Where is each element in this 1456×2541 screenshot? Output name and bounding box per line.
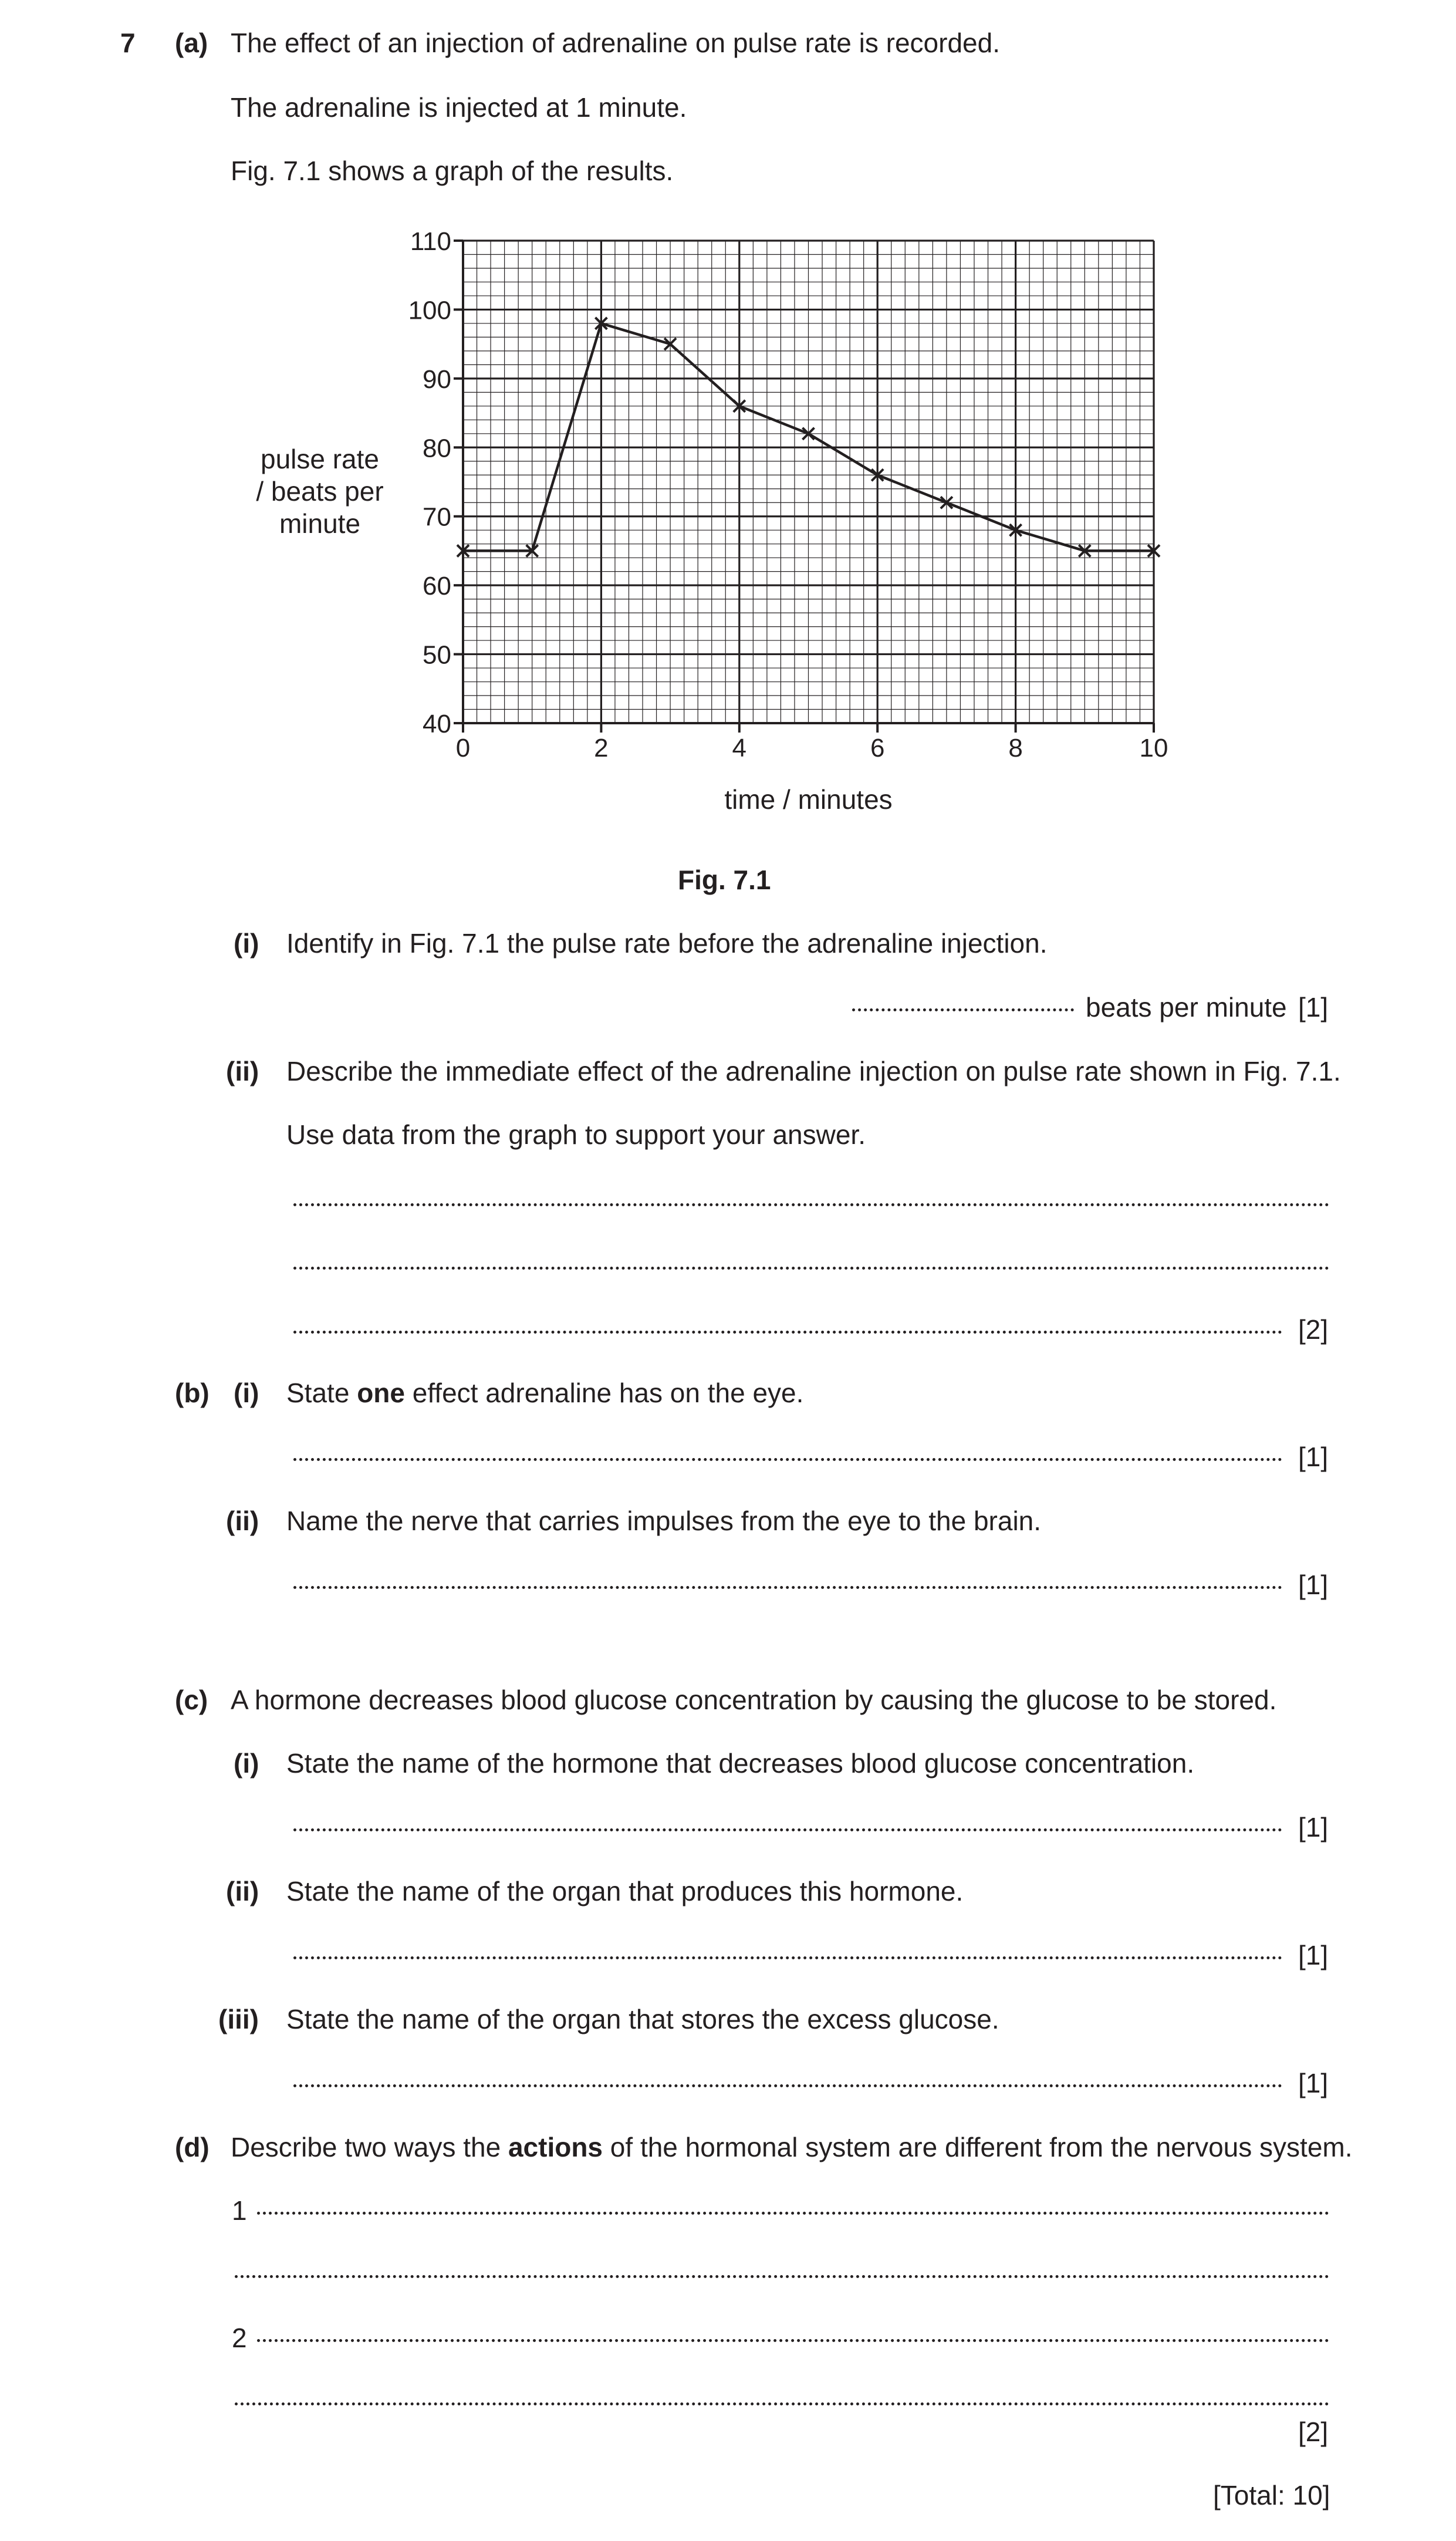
answer-line-b-ii[interactable]	[293, 1586, 1282, 1589]
x-tick-label: 10	[1139, 734, 1168, 762]
pulse-rate-chart	[0, 0, 1456, 833]
part-b-i-text: State one effect adrenaline has on the eye.	[286, 1378, 804, 1408]
x-tick-label: 8	[1008, 734, 1023, 762]
part-c-ii-text: State the name of the organ that produces this hormone.	[286, 1876, 964, 1906]
part-a-i-label: (i)	[234, 928, 259, 959]
part-c-ii-label: (ii)	[226, 1876, 259, 1906]
question-number: 7	[120, 28, 136, 58]
y-tick-label: 70	[423, 502, 451, 532]
part-a-i-unit: beats per minute	[1086, 992, 1287, 1023]
y-axis-label: pulse rate	[260, 444, 380, 474]
answer-line-d-1b[interactable]	[235, 2275, 1329, 2278]
answer-line-a-ii-3[interactable]	[293, 1331, 1282, 1334]
part-d-label: (d)	[175, 2132, 210, 2162]
part-a-ii-marks: [2]	[1298, 1314, 1329, 1345]
answer-line-c-iii[interactable]	[293, 2084, 1282, 2087]
y-tick-label: 110	[410, 227, 451, 256]
x-axis-label: time / minutes	[724, 784, 893, 815]
figure-caption: Fig. 7.1	[678, 865, 771, 895]
answer-line-d-2a[interactable]	[257, 2339, 1329, 2342]
part-d-line-1-label: 1	[232, 2195, 247, 2226]
y-tick-label: 80	[423, 434, 451, 463]
part-b-i-label: (i)	[234, 1378, 259, 1408]
part-a-ii-text: Describe the immediate effect of the adrenaline injection on pulse rate shown in Fig. 7.1.	[286, 1056, 1341, 1086]
x-tick-label: 2	[594, 734, 609, 762]
x-tick-label: 0	[455, 734, 471, 762]
part-a-label: (a)	[175, 28, 208, 58]
part-c-i-marks: [1]	[1298, 1812, 1329, 1843]
answer-line-a-ii-2[interactable]	[293, 1267, 1329, 1270]
y-tick-label: 100	[408, 296, 451, 325]
part-d-text: Describe two ways the actions of the hormonal system are different from the nervous system.	[231, 2132, 1353, 2162]
part-a-i-text: Identify in Fig. 7.1 the pulse rate before the adrenaline injection.	[286, 928, 1048, 959]
answer-line-a-i[interactable]	[852, 1008, 1074, 1011]
total-marks: [Total: 10]	[1213, 2480, 1330, 2510]
part-a-intro-2: The adrenaline is injected at 1 minute.	[231, 92, 687, 123]
part-a-i-marks: [1]	[1298, 992, 1329, 1023]
part-b-ii-marks: [1]	[1298, 1570, 1329, 1600]
answer-line-c-i[interactable]	[293, 1828, 1282, 1831]
part-b-i-marks: [1]	[1298, 1442, 1329, 1472]
answer-line-d-2b[interactable]	[235, 2402, 1329, 2405]
x-tick-label: 6	[870, 734, 885, 762]
part-a-ii-label: (ii)	[226, 1056, 259, 1086]
y-tick-label: 90	[423, 365, 451, 394]
part-b-label: (b)	[175, 1378, 210, 1408]
y-axis-label: minute	[279, 508, 361, 539]
answer-line-c-ii[interactable]	[293, 1956, 1282, 1959]
part-a-ii-text-2: Use data from the graph to support your answer.	[286, 1119, 866, 1150]
x-tick-label: 4	[732, 734, 747, 762]
part-c-iii-text: State the name of the organ that stores the excess glucose.	[286, 2004, 999, 2034]
part-c-label: (c)	[175, 1685, 208, 1715]
chart-ticks	[408, 227, 1168, 762]
y-tick-label: 60	[423, 572, 451, 601]
part-c-i-label: (i)	[234, 1748, 259, 1779]
part-b-ii-text: Name the nerve that carries impulses from the eye to the brain.	[286, 1506, 1042, 1536]
answer-line-b-i[interactable]	[293, 1458, 1282, 1461]
part-d-line-2-label: 2	[232, 2323, 247, 2353]
part-c-text: A hormone decreases blood glucose concentration by causing the glucose to be stored.	[231, 1685, 1277, 1715]
y-tick-label: 40	[423, 710, 451, 738]
answer-line-d-1a[interactable]	[257, 2212, 1329, 2215]
answer-line-a-ii-1[interactable]	[293, 1203, 1329, 1206]
part-b-ii-label: (ii)	[226, 1506, 259, 1536]
chart-minor-grid	[463, 241, 1154, 723]
part-c-iii-marks: [1]	[1298, 2068, 1329, 2098]
y-axis-label: / beats per	[256, 476, 384, 507]
chart-labels	[256, 444, 892, 815]
y-tick-label: 50	[423, 640, 451, 670]
part-a-intro-1: The effect of an injection of adrenaline on pulse rate is recorded.	[231, 28, 1000, 58]
part-c-i-text: State the name of the hormone that decreases blood glucose concentration.	[286, 1748, 1195, 1779]
part-c-ii-marks: [1]	[1298, 1940, 1329, 1970]
part-c-iii-label: (iii)	[218, 2004, 259, 2034]
part-a-intro-3: Fig. 7.1 shows a graph of the results.	[231, 156, 674, 186]
part-d-marks: [2]	[1298, 2417, 1329, 2447]
